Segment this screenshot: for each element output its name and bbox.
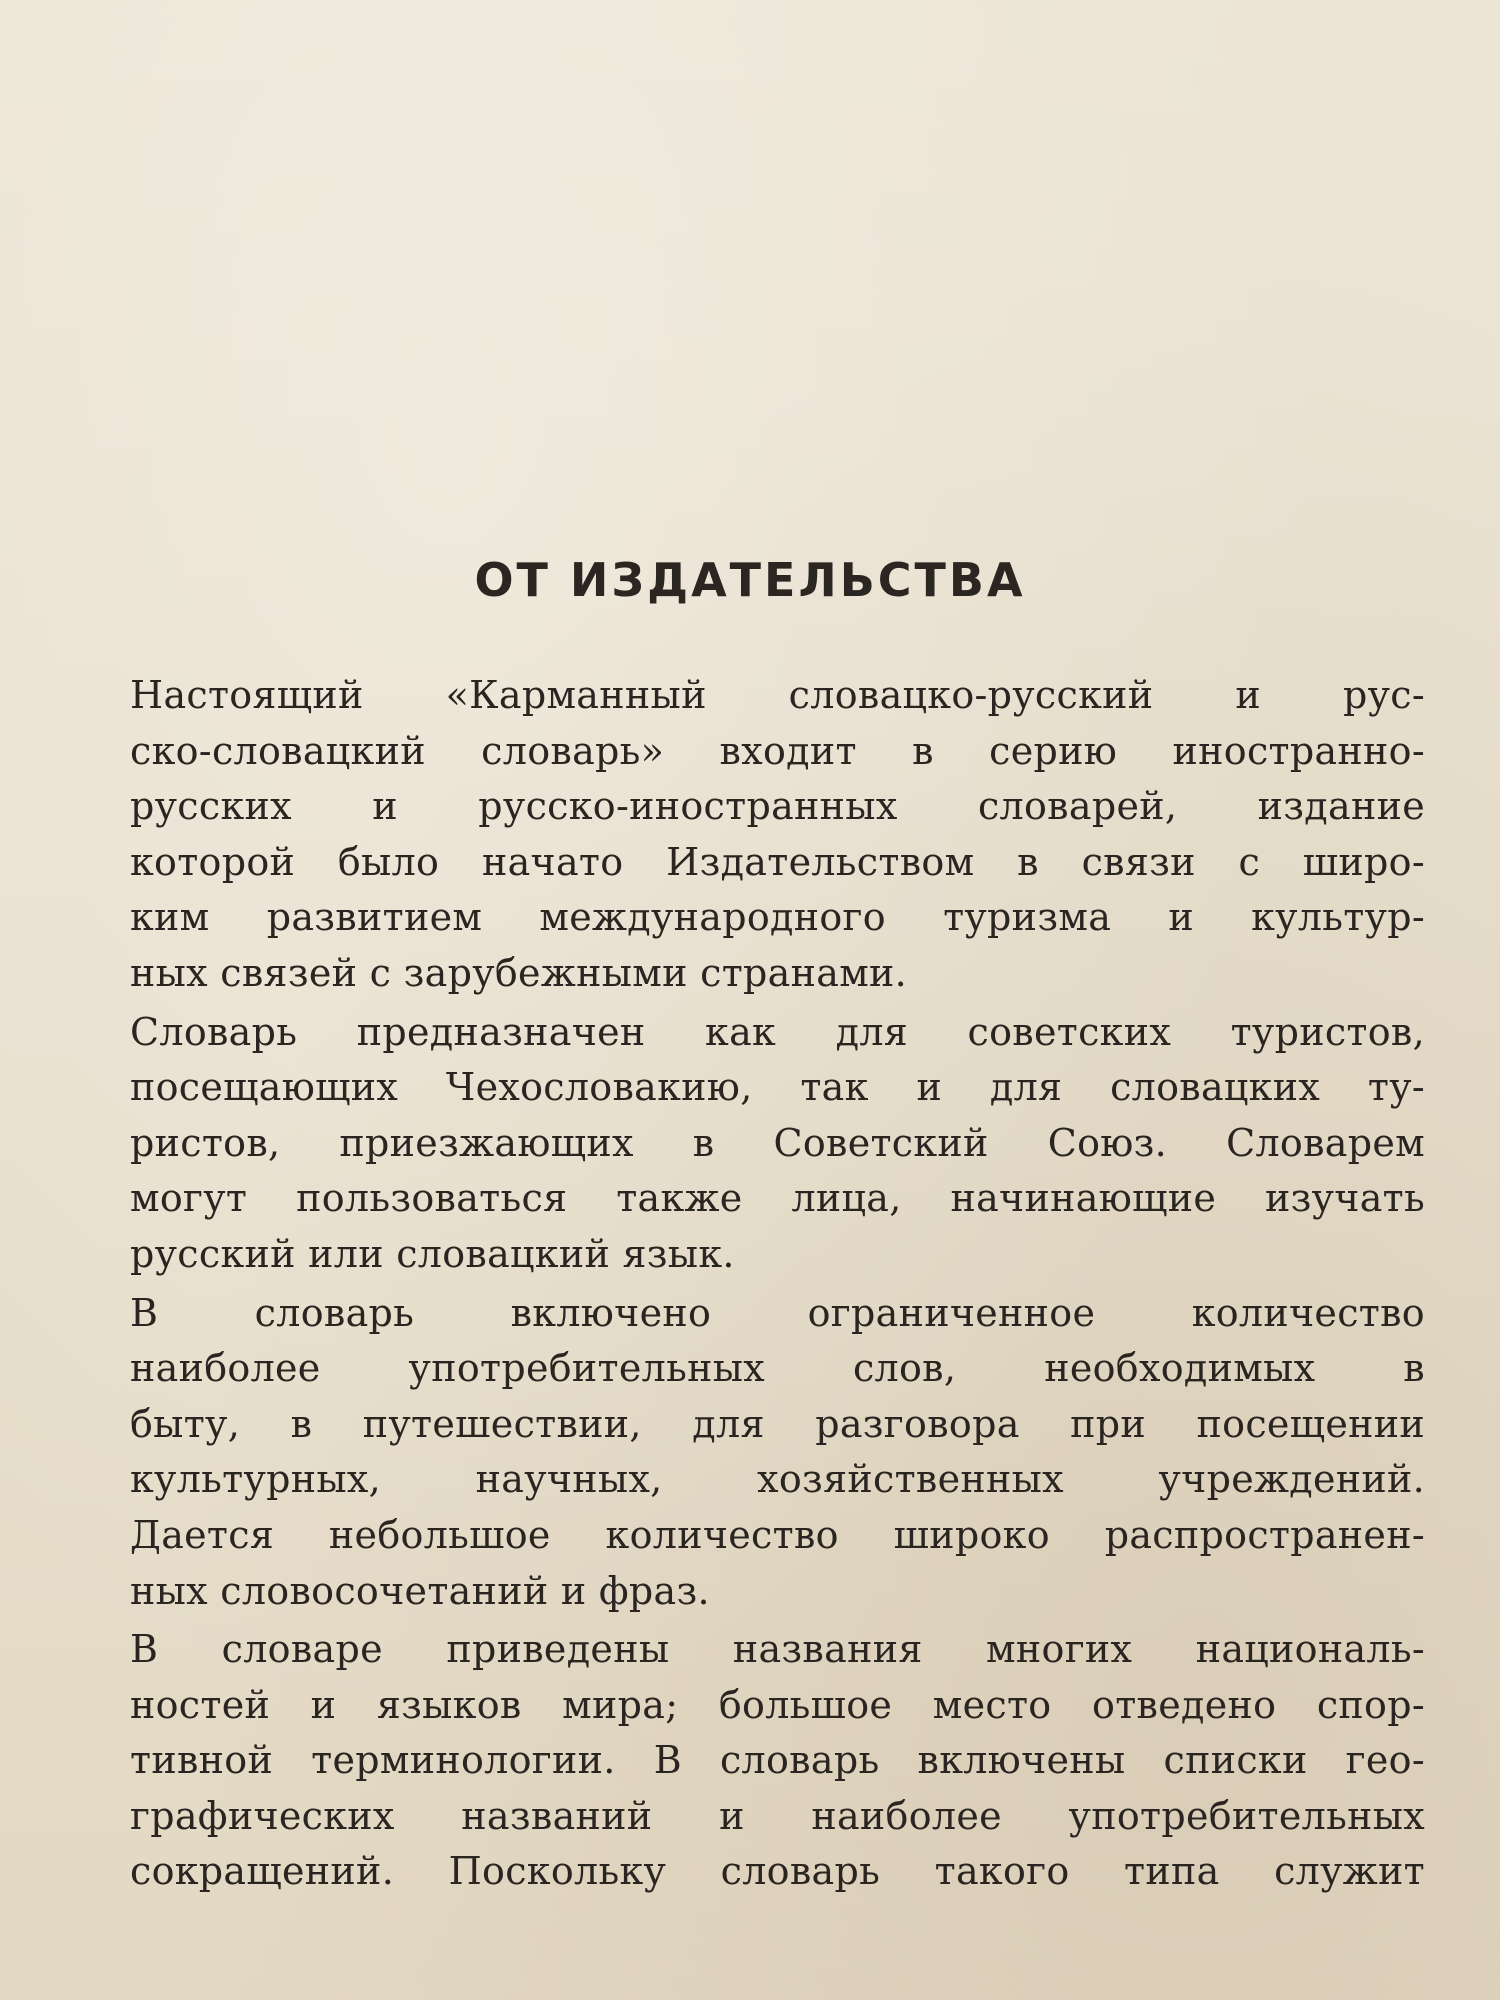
text-line: ных словосочетаний и фраз. <box>130 1568 710 1613</box>
text-line: ким развитием международного туризма и культур- <box>130 895 1425 940</box>
text-line: ристов, приезжающих в Советский Союз. Словарем <box>130 1120 1425 1165</box>
text-line: Дается небольшое количество широко распространен- <box>130 1512 1425 1557</box>
text-line: русских и русско-иностранных словарей, издание <box>130 784 1425 829</box>
page-heading: ОТ ИЗДАТЕЛЬСТВА <box>474 553 1026 607</box>
text-line: Словарь предназначен как для советских туристов, <box>130 1009 1425 1054</box>
text-line: тивной терминологии. В словарь включены списки гео- <box>130 1738 1425 1783</box>
paragraph-1 <box>80 668 1425 1002</box>
text-line: быту, в путешествии, для разговора при посещении <box>130 1401 1425 1446</box>
text-line: Настоящий «Карманный словацко-русский и рус- <box>130 673 1425 717</box>
text-line: ных связей с зарубежными странами. <box>130 950 908 995</box>
text-line: культурных, научных, хозяйственных учреждений. <box>130 1457 1425 1502</box>
body-text <box>80 668 1425 1903</box>
paragraph-4 <box>80 1622 1425 1900</box>
text-line: посещающих Чехословакию, так и для словацких ту- <box>130 1065 1425 1110</box>
paragraph-3 <box>80 1286 1425 1620</box>
text-line: В словаре приведены названия многих националь- <box>130 1627 1425 1672</box>
text-line: В словарь включено ограниченное количество <box>130 1290 1425 1335</box>
text-line: графических названий и наиболее употребительных <box>130 1793 1425 1838</box>
text-line: которой было начато Издательством в связи с широ- <box>130 839 1425 884</box>
text-line: ностей и языков мира; большое место отведено спор- <box>130 1682 1425 1727</box>
paragraph-2 <box>80 1005 1425 1283</box>
text-line: наиболее употребительных слов, необходимых в <box>130 1346 1425 1391</box>
text-line: могут пользоваться также лица, начинающие изучать <box>130 1176 1425 1221</box>
text-line: сокращений. Поскольку словарь такого типа служит <box>130 1849 1425 1894</box>
text-line: ско-словацкий словарь» входит в серию иностранно- <box>130 728 1425 773</box>
text-line: русский или словацкий язык. <box>130 1231 735 1276</box>
